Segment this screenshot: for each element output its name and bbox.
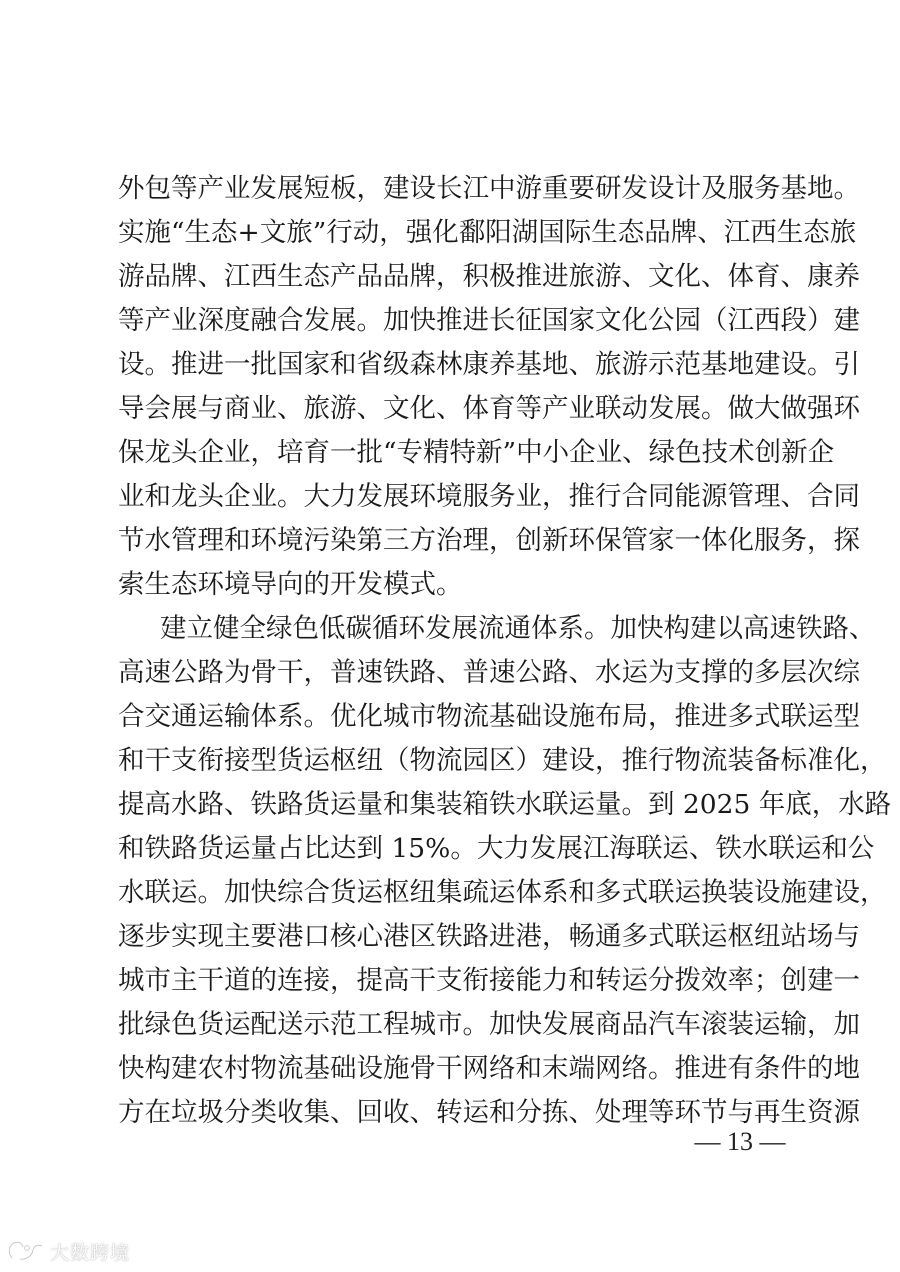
text-line: 提高水路、铁路货运量和集装箱铁水联运量。到 2025 年底，水路	[118, 789, 892, 820]
text-line: 方在垃圾分类收集、回收、转运和分拣、处理等环节与再生资源	[118, 1097, 860, 1128]
text-line: 外包等产业发展短板，建设长江中游重要研发设计及服务基地。	[118, 173, 860, 204]
watermark-text: 大数跨境	[50, 1241, 131, 1264]
text-line: 合交通运输体系。优化城市物流基础设施布局，推进多式联运型	[118, 701, 860, 732]
text-line: 快构建农村物流基础设施骨干网络和末端网络。推进有条件的地	[118, 1053, 860, 1084]
text-line: 高速公路为骨干，普速铁路、普速公路、水运为支撑的多层次综	[118, 657, 860, 688]
text-line: 实施“生态+文旅”行动，强化鄱阳湖国际生态品牌、江西生态旅	[118, 217, 857, 248]
text-line: 保龙头企业，培育一批“专精特新”中小企业、绿色技术创新企	[118, 437, 835, 468]
text-line: 导会展与商业、旅游、文化、体育等产业联动发展。做大做强环	[118, 393, 860, 424]
text-line: 节水管理和环境污染第三方治理，创新环保管家一体化服务，探	[118, 525, 860, 556]
text-line: 城市主干道的连接，提高干支衔接能力和转运分拨效率；创建一	[118, 965, 860, 996]
text-line: 索生态环境导向的开发模式。	[118, 569, 463, 600]
text-line: 设。推进一批国家和省级森林康养基地、旅游示范基地建设。引	[118, 349, 860, 380]
text-line: 和干支衔接型货运枢纽（物流园区）建设，推行物流装备标准化，	[118, 745, 887, 776]
text-line: 业和龙头企业。大力发展环境服务业，推行合同能源管理、合同	[118, 481, 860, 512]
watermark	[6, 1236, 130, 1266]
text-line: 和铁路货运量占比达到 15%。大力发展江海联运、铁水联运和公	[118, 833, 875, 864]
paragraph-first-line: 建立健全绿色低碳循环发展流通体系。加快构建以高速铁路、	[160, 613, 876, 644]
text-line: 批绿色货运配送示范工程城市。加快发展商品汽车滚装运输，加	[118, 1009, 860, 1040]
text-line: 逐步实现主要港口核心港区铁路进港，畅通多式联运枢纽站场与	[118, 921, 860, 952]
text-line: 游品牌、江西生态产品品牌，积极推进旅游、文化、体育、康养	[118, 261, 860, 292]
brand-logo-icon	[6, 1238, 46, 1264]
text-line: 水联运。加快综合货运枢纽集疏运体系和多式联运换装设施建设，	[118, 877, 887, 908]
page-number: — 13 —	[694, 1127, 786, 1156]
text-line: 等产业深度融合发展。加快推进长征国家文化公园（江西段）建	[118, 305, 860, 336]
